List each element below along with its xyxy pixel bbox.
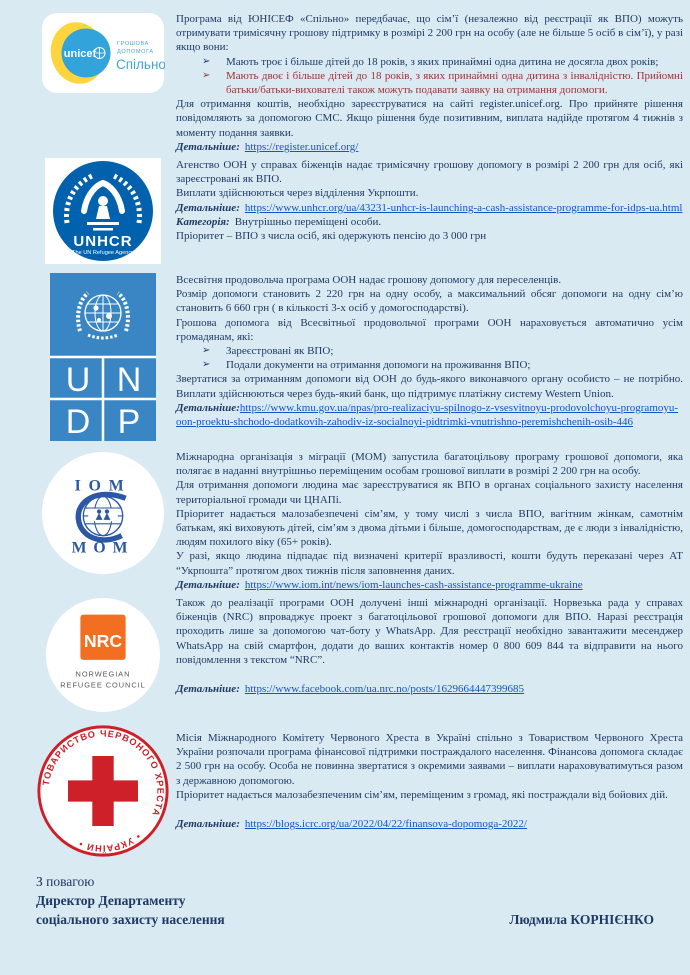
category-line bbox=[176, 215, 683, 229]
bullet-item bbox=[176, 69, 683, 97]
category-label: Категорія: bbox=[176, 215, 230, 228]
unhcr-programme-link[interactable]: https://www.unhcr.org/ua/43231-unhcr-is-launching-a-cash-assistance-programme-for-idps-ua.html bbox=[244, 201, 683, 214]
nrc-acronym: NRC bbox=[83, 631, 123, 652]
paragraph: Виплати здійснюються через відділення Укрпошти. bbox=[176, 187, 419, 200]
section-unicef bbox=[30, 12, 686, 154]
paragraph: Для отримання коштів, необхідно зареєструватися на сайті register.unicef.org. Про прийняте рішення повідомляють за допомогою СМС. Якщо рішення буде позитивним, виплата надійде протягом 4 тижнів з моменту подання заявки. bbox=[176, 98, 683, 139]
unicef-spilno-logo bbox=[41, 12, 165, 99]
spacer bbox=[176, 802, 683, 817]
unhcr-tagline: The UN Refugee Agency bbox=[72, 250, 134, 257]
nrc-facebook-link[interactable]: https://www.facebook.com/ua.nrc.no/posts/1629664447399685 bbox=[244, 683, 525, 696]
bullet-text: Мають двоє і більше дітей до 18 років, з яких принаймні одна дитина з інвалідністю. Прийомні батьки/батьки-вихователі також можуть подавати заявку на отримання допомоги. bbox=[226, 69, 683, 97]
unhcr-logo bbox=[45, 158, 161, 269]
paragraph: Пріоритет надається малозабезпеченим сім’ям, переміщеним з громад, які постраждали від бойових дій. bbox=[176, 788, 668, 801]
iom-acronym-en: IOM bbox=[74, 477, 132, 495]
arrow-bullet-icon: ➢ bbox=[202, 359, 211, 371]
details-label: Детальніше: bbox=[176, 578, 240, 591]
arrow-bullet-icon: ➢ bbox=[202, 69, 211, 81]
category-text: Внутрішньо переміщені особи. bbox=[234, 215, 382, 228]
signature-block bbox=[36, 872, 686, 929]
undp-logo bbox=[50, 273, 156, 446]
signature-title-line2: соціального захисту населення bbox=[36, 912, 225, 928]
section-redcross bbox=[30, 723, 686, 864]
details-line bbox=[176, 140, 683, 154]
details-label: Детальніше: bbox=[176, 818, 240, 831]
signature-title-line1: Директор Департаменту bbox=[36, 893, 186, 909]
unhcr-icon bbox=[45, 158, 161, 264]
undp-letter-d: D bbox=[65, 403, 91, 442]
arrow-bullet-icon: ➢ bbox=[202, 345, 211, 357]
section-undp bbox=[30, 273, 686, 446]
nrc-name-line2: REFUGEE COUNCIL bbox=[60, 680, 146, 690]
paragraph: Всесвітня продовольча програма ООН надає грошову допомогу для переселенців. bbox=[176, 274, 562, 287]
paragraph: Також до реалізації програми ООН долучені інші міжнародні організації. Норвезька рада у справах біженців (NRC) впроваджує проект з багатоцільової грошової допомоги для ВПО. Наразі реєстрація проходить лише за допомогою чат-боту у WhatsApp. Для реєстрації необхідно завантажити месенджер WhatsApp на свій смартфон, додати до ваших контактів номер 0 800 609 844 та відправити на нього повідомлення з текстом “NRC”. bbox=[176, 597, 683, 666]
nrc-icon bbox=[44, 596, 162, 714]
redcross-ring-top-text: ТОВАРИСТВО ЧЕРВОНОГО ХРЕСТА bbox=[40, 728, 166, 819]
unhcr-acronym: UNHCR bbox=[73, 233, 133, 251]
bullet-item bbox=[176, 358, 683, 372]
undp-letter-n: N bbox=[116, 361, 142, 400]
details-line bbox=[176, 682, 683, 696]
redcross-icon bbox=[35, 723, 171, 859]
unicef-logo-text3: Спільно bbox=[116, 57, 165, 72]
iom-programme-link[interactable]: https://www.iom.int/news/iom-launches-cash-assistance-programme-ukraine bbox=[244, 578, 583, 591]
arrow-bullet-icon: ➢ bbox=[202, 55, 211, 67]
icrc-blog-link[interactable]: https://blogs.icrc.org/ua/2022/04/22/finansova-dopomoga-2022/ bbox=[244, 818, 527, 831]
paragraph: Грошова допомога від Всесвітньої продовольчої програми ООН нараховується автоматично усім громадянам, які: bbox=[176, 316, 683, 343]
undp-letter-p: P bbox=[117, 403, 141, 442]
paragraph: Місія Міжнародного Комітету Червоного Хреста в Україні спільно з Товариством Червоного Хреста України розпочали програма фінансової підтримки постраждалого населення. Фінансова допомога складає 2 500 грн на особу. Особа не повинна звертатися з окремими заявами – виплати нараховуватимуться разом з державною допомогою. bbox=[176, 732, 683, 787]
redcross-ring-bottom-text: • УКРАЇНИ • bbox=[76, 831, 143, 854]
details-label: Детальніше: bbox=[176, 201, 240, 214]
spacer bbox=[176, 667, 683, 682]
nrc-name-line1: NORWEGIAN bbox=[75, 669, 131, 679]
iom-icon bbox=[40, 450, 166, 576]
redcross-logo bbox=[35, 723, 171, 864]
details-line bbox=[176, 401, 683, 429]
unicef-logo-text1: ГРОШОВА bbox=[117, 41, 149, 47]
section-nrc bbox=[30, 596, 686, 719]
iom-logo bbox=[40, 450, 166, 581]
kmu-programme-link[interactable]: https://www.kmu.gov.ua/npas/pro-realizaciyu-spilnogo-z-vsesvitnoyu-prodovolchoyu-programoyu-oon-proektu-shchodo-dodatkovih-zahodiv-iz-socialnoyi-pidtrimki-vnutrishno-peremishchenih-osib-446 bbox=[176, 401, 679, 429]
details-label: Детальніше: bbox=[176, 140, 240, 153]
paragraph: Міжнародна організація з міграції (МОМ) запустила багатоцільову програму грошової допомоги, яка полягає в наданні внутрішньо переміщеним особам грошової виплати в розмірі 2 200 грн на особу. bbox=[176, 451, 683, 478]
paragraph: Для отримання допомоги людина має зареєструватися як ВПО в органах соціального захисту населення територіальної громади чи ЦНАПі. bbox=[176, 479, 683, 506]
details-line bbox=[176, 817, 683, 831]
section-iom bbox=[30, 450, 686, 592]
bullet-text: Зареєстровані як ВПО; bbox=[226, 345, 334, 358]
nrc-logo bbox=[44, 596, 162, 719]
details-line bbox=[176, 201, 683, 215]
paragraph: Пріоритет – ВПО з числа осіб, які одержують пенсію до 3 000 грн bbox=[176, 230, 487, 243]
details-label: Детальніше: bbox=[176, 683, 240, 696]
bullet-item bbox=[176, 55, 683, 69]
paragraph: Пріоритет надається малозабезпечені сім’ям, у тому числі з числа ВПО, вагітним жінкам, самотнім батькам, які виховують дітей, сім’ям з двома дітьми і більше, домогосподарствам, де є люди з інвалідністю, людям похилого віку (65+ років). bbox=[176, 507, 683, 549]
signature-greeting: З повагою bbox=[36, 874, 95, 890]
paragraph: У разі, якщо людина підпадає під визначені критерії вразливості, кошти будуть переказані через АТ “Укрпошта” протягом двох тижнів після заповнення даних. bbox=[176, 550, 683, 577]
bullet-item bbox=[176, 344, 683, 358]
details-line bbox=[176, 578, 683, 592]
unicef-spilno-icon bbox=[41, 12, 165, 94]
section-unhcr bbox=[30, 158, 686, 269]
bullet-text: Подали документи на отримання допомоги на проживання ВПО; bbox=[226, 359, 531, 372]
undp-letter-u: U bbox=[65, 361, 91, 400]
unicef-register-link[interactable]: https://register.unicef.org/ bbox=[244, 140, 359, 153]
paragraph: Програма від ЮНІСЕФ «Спільно» передбачає, що сім’ї (незалежно від реєстрації як ВПО) можуть отримувати тримісячну грошову підтримку в розмірі 2 200 грн на особу (але не більше 5 осіб в сім’ї), у разі якщо вони: bbox=[176, 13, 683, 54]
signature-name: Людмила КОРНІЄНКО bbox=[509, 912, 654, 928]
undp-icon bbox=[50, 273, 156, 441]
bullet-text: Мають троє і більше дітей до 18 років, з яких принаймні одна дитина не досягла двох років; bbox=[226, 55, 659, 68]
paragraph: Звертатися за отриманням допомоги від ООН до будь-якого виконавчого органу особисто – не потрібно. Виплати здійснюються через будь-який банк, що підтримує платіжну систему Western Union. bbox=[176, 373, 683, 400]
unicef-logo-text2: ДОПОМОГА bbox=[117, 49, 154, 55]
paragraph: Розмір допомоги становить 2 220 грн на одну особу, а максимальний обсяг допомоги на одну сім’ю становить 6 660 грн ( в кількості 3-х осіб у домогосподарстві). bbox=[176, 288, 683, 315]
iom-acronym-ua: МОМ bbox=[71, 539, 135, 557]
details-label: Детальніше: bbox=[176, 401, 240, 414]
unicef-wordmark: unicef bbox=[63, 48, 97, 60]
paragraph: Агенство ООН у справах біженців надає тримісячну грошову допомогу в розмірі 2 200 грн для осіб, які зареєстровані як ВПО. bbox=[176, 159, 683, 186]
